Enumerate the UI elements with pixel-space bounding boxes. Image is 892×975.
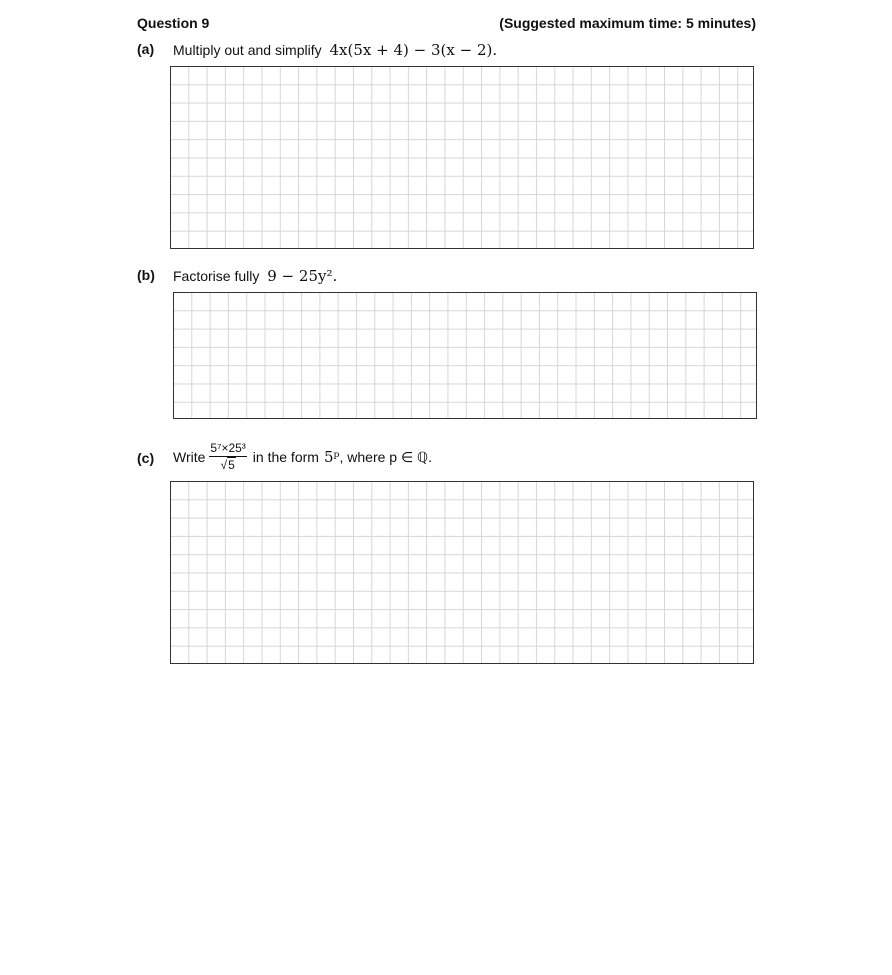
sqrt-radicand: 5 — [228, 458, 235, 472]
suggested-time: (Suggested maximum time: 5 minutes) — [499, 15, 756, 31]
part-b-prompt — [173, 267, 337, 285]
square-root-icon — [220, 458, 235, 473]
part-a-end: . — [492, 41, 498, 59]
sqrt-symbol: √ — [220, 458, 228, 472]
part-c-fraction — [209, 441, 246, 473]
part-b-label: (b) — [137, 267, 155, 283]
part-a-expression: 4x(5x + 4) − 3(x − 2) — [329, 41, 493, 59]
part-c-fraction-denominator — [220, 457, 235, 473]
part-a-answer-grid[interactable] — [170, 66, 754, 249]
part-a-prompt — [173, 41, 497, 59]
part-c-label: (c) — [137, 450, 155, 466]
part-a-label: (a) — [137, 41, 155, 57]
part-c-answer-grid[interactable] — [170, 481, 754, 664]
part-b-answer-grid[interactable] — [173, 292, 757, 419]
part-c-prompt-end: , where p ∈ ℚ. — [339, 448, 432, 465]
part-c-form-expression: 5ᵖ — [323, 448, 340, 466]
part-b-prompt-text: Factorise fully — [173, 268, 260, 284]
part-a-prompt-text: Multiply out and simplify — [173, 42, 322, 58]
part-c-prompt — [173, 437, 432, 477]
part-c-fraction-numerator: 5⁷×25³ — [210, 441, 246, 455]
question-title: Question 9 — [137, 15, 210, 31]
part-c-prompt-middle: in the form — [252, 449, 319, 465]
part-b-end: . — [332, 267, 338, 285]
part-c-prompt-start: Write — [173, 449, 206, 465]
part-b-expression: 9 − 25y² — [267, 267, 333, 285]
